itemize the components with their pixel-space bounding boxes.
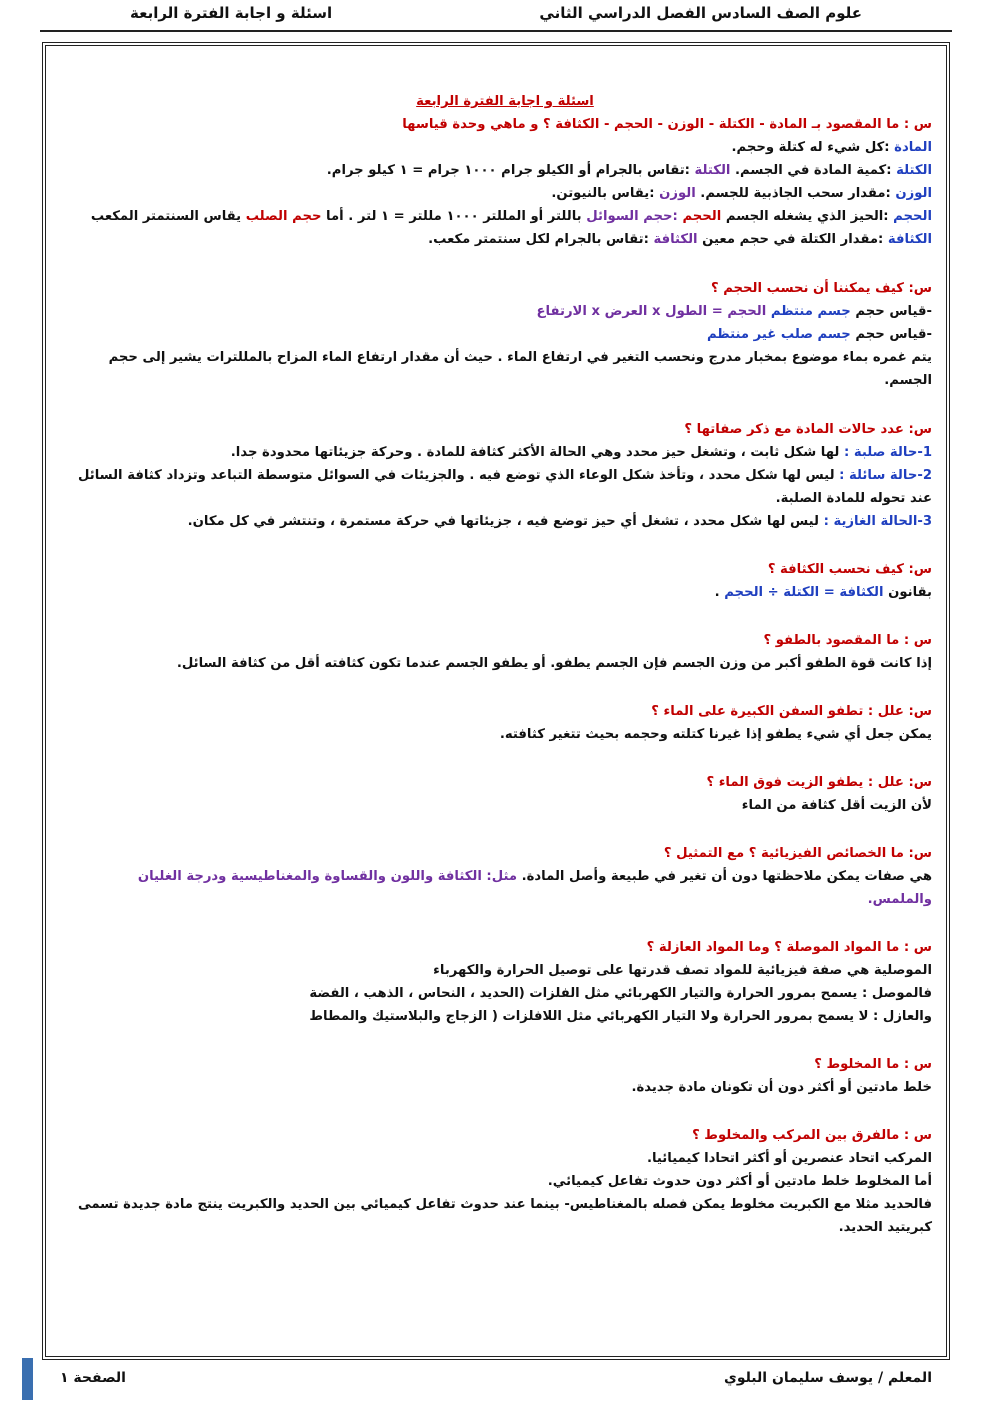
text: هي صفات يمكن ملاحظتها دون أن تغير في طبيعة وأصل المادة. — [517, 869, 932, 884]
answer-5: إذا كانت قوة الطفو أكبر من وزن الجسم فإن الجسم يطفو. أو يطفو الجسم عندما تكون كثافته أقل من كثافة السائل. — [176, 656, 932, 671]
answer-10: خلط مادتين أو أكثر دون أن تكونان مادة جديدة. — [631, 1080, 932, 1095]
text: ليس لها شكل محدد ، وتأخذ شكل الوعاء الذي توضع فيه . والجزيئات في السوائل متوسطة التباعد وتزداد كثافة السائل عند تحوله للمادة الصلبة. — [78, 468, 932, 506]
question-5: س : ما المقصود بالطفو ؟ — [763, 633, 932, 648]
answer-6: يمكن جعل أي شيء يطفو إذا غيرنا كتلته وحجمه بحيث تتغير كثافته. — [499, 727, 932, 742]
answer-9-line: والعازل : لا يسمح بمرور الحرارة ولا التيار الكهربائي مثل اللافلزات ( الزجاج والبلاستيك والمطاط — [309, 1009, 932, 1024]
definition: :مقدار الكتلة في حجم معين — [697, 232, 888, 247]
header-divider — [40, 30, 952, 32]
answer-1-mass — [78, 159, 932, 182]
question-4: س: كيف نحسب الكثافة ؟ — [767, 562, 932, 577]
footer-teacher: المعلم / يوسف سليمان البلوي — [723, 1370, 932, 1386]
text: بقانون — [883, 585, 932, 600]
footer-accent-bar — [22, 1358, 33, 1400]
header-subject: علوم الصف السادس الفصل الدراسي الثاني — [539, 4, 862, 22]
definition: :كمية المادة في الجسم. — [730, 163, 897, 178]
answer-1-weight — [78, 182, 932, 205]
formula: الحجم = الطول x العرض x الارتفاع — [536, 304, 771, 319]
examples: مثل: الكثافة واللون والقساوة والمغناطيسية ودرجة الغليان والملمس. — [137, 869, 932, 907]
document-body — [78, 90, 932, 1239]
question-7: س: علل : يطفو الزيت فوق الماء ؟ — [706, 775, 932, 790]
unit: :يقاس بالنيوتن. — [551, 186, 660, 201]
page-frame — [42, 42, 950, 1360]
term: الكتلة — [694, 163, 731, 178]
answer-1-volume — [78, 205, 932, 228]
answer-2-line — [78, 323, 932, 346]
answer-4 — [78, 581, 932, 604]
text: ليس لها شكل محدد ، تشغل أي حيز توضع فيه ، جزيئاتها في حركة مستمرة ، وتنتشر في كل مكان. — [187, 514, 824, 529]
answer-1-matter — [78, 136, 932, 159]
question-1: س : ما المقصود بـ المادة - الكتلة - الوزن - الحجم - الكثافة ؟ و ماهي وحدة قياسها — [402, 117, 932, 132]
answer-2-line: يتم غمره بماء موضوع بمخبار مدرج ونحسب التغير في ارتفاع الماء . حيث أن مقدار ارتفاع الماء المزاح بالمللترات يشير إلى حجم الجسم. — [108, 350, 932, 388]
term: :حجم السوائل — [586, 209, 683, 224]
term: الوزن — [659, 186, 696, 201]
term: المادة — [894, 140, 932, 155]
state-solid — [78, 441, 932, 464]
answer-11-line: أما المخلوط خلط مادتين أو أكثر دون حدوث تفاعل كيميائي. — [547, 1174, 932, 1189]
answer-7: لأن الزيت أقل كثافة من الماء — [741, 798, 932, 813]
term: الحجم — [893, 209, 932, 224]
text: لها شكل ثابت ، وتشغل حيز محدد وهي الحالة الأكثر كثافة للمادة . وحركة جزيئاتها محدودة جدا. — [230, 445, 844, 460]
question-10: س : ما المخلوط ؟ — [814, 1057, 932, 1072]
unit: يقاس السنتمتر المكعب — [90, 209, 246, 224]
question-2: س: كيف يمكننا أن نحسب الحجم ؟ — [710, 281, 932, 296]
text: -قياس حجم — [850, 304, 932, 319]
label: 3-الحالة الغازية : — [823, 514, 932, 529]
answer-11-line: فالحديد مثلا مع الكبريت مخلوط يمكن فصله بالمغناطيس- بينما عند حدوث تفاعل كيميائي بين الحديد والكبريت ينتج مادة جديدة تسمى كبريتيد الحديد. — [78, 1197, 932, 1235]
footer-page-number: الصفحة ١ — [60, 1370, 126, 1386]
definition: :مقدار سحب الجاذبية للجسم. — [695, 186, 896, 201]
question-9: س : ما المواد الموصلة ؟ وما المواد العازلة ؟ — [646, 940, 932, 955]
unit: :تقاس بالجرام لكل سنتمتر مكعب. — [428, 232, 654, 247]
question-3: س: عدد حالات المادة مع ذكر صفاتها ؟ — [684, 422, 932, 437]
term: الوزن — [895, 186, 932, 201]
answer-11-line: المركب اتحاد عنصرين أو أكثر اتحادا كيميائيا. — [646, 1151, 932, 1166]
definition: :كل شيء له كتلة وحجم. — [731, 140, 895, 155]
text: . — [714, 585, 725, 600]
answer-9-line: فالموصل : يسمح بمرور الحرارة والتيار الكهربائي مثل الفلزات (الحديد ، النحاس ، الذهب ، الفضة — [309, 986, 932, 1001]
formula: الكثافة = الكتلة ÷ الحجم — [724, 585, 884, 600]
unit: :تقاس بالجرام أو الكيلو جرام ١٠٠٠ جرام = ١ كيلو جرام. — [326, 163, 695, 178]
term: جسم صلب غير منتظم — [706, 327, 851, 342]
answer-8 — [78, 865, 932, 911]
question-8: س: ما الخصائص الفيزيائية ؟ مع التمثيل ؟ — [663, 846, 932, 861]
term: حجم الصلب — [245, 209, 322, 224]
document-title: اسئلة و اجابة الفترة الرابعة — [416, 94, 594, 109]
term: الكثافة — [887, 232, 932, 247]
definition: :الحيز الذي يشغله الجسم — [721, 209, 894, 224]
question-6: س: علل : تطفو السفن الكبيرة على الماء ؟ — [651, 704, 932, 719]
unit: باللتر أو المللتر ١٠٠٠ مللتر = ١ لتر . أما — [321, 209, 587, 224]
answer-2-line — [78, 300, 932, 323]
answer-9-line: الموصلية هي صفة فيزيائية للمواد تصف قدرتها على توصيل الحرارة والكهرباء — [433, 963, 932, 978]
text: -قياس حجم — [850, 327, 932, 342]
term: الحجم — [682, 209, 722, 224]
term: الكتلة — [896, 163, 932, 178]
header-period: اسئلة و اجابة الفترة الرابعة — [130, 4, 333, 22]
label: 2-حالة سائلة : — [839, 468, 932, 483]
term: الكثافة — [653, 232, 698, 247]
state-gas — [78, 510, 932, 533]
term: جسم منتظم — [770, 304, 851, 319]
answer-1-density — [78, 228, 932, 251]
label: 1-حالة صلبة : — [843, 445, 932, 460]
state-liquid — [78, 464, 932, 510]
question-11: س : مالفرق بين المركب والمخلوط ؟ — [692, 1128, 932, 1143]
